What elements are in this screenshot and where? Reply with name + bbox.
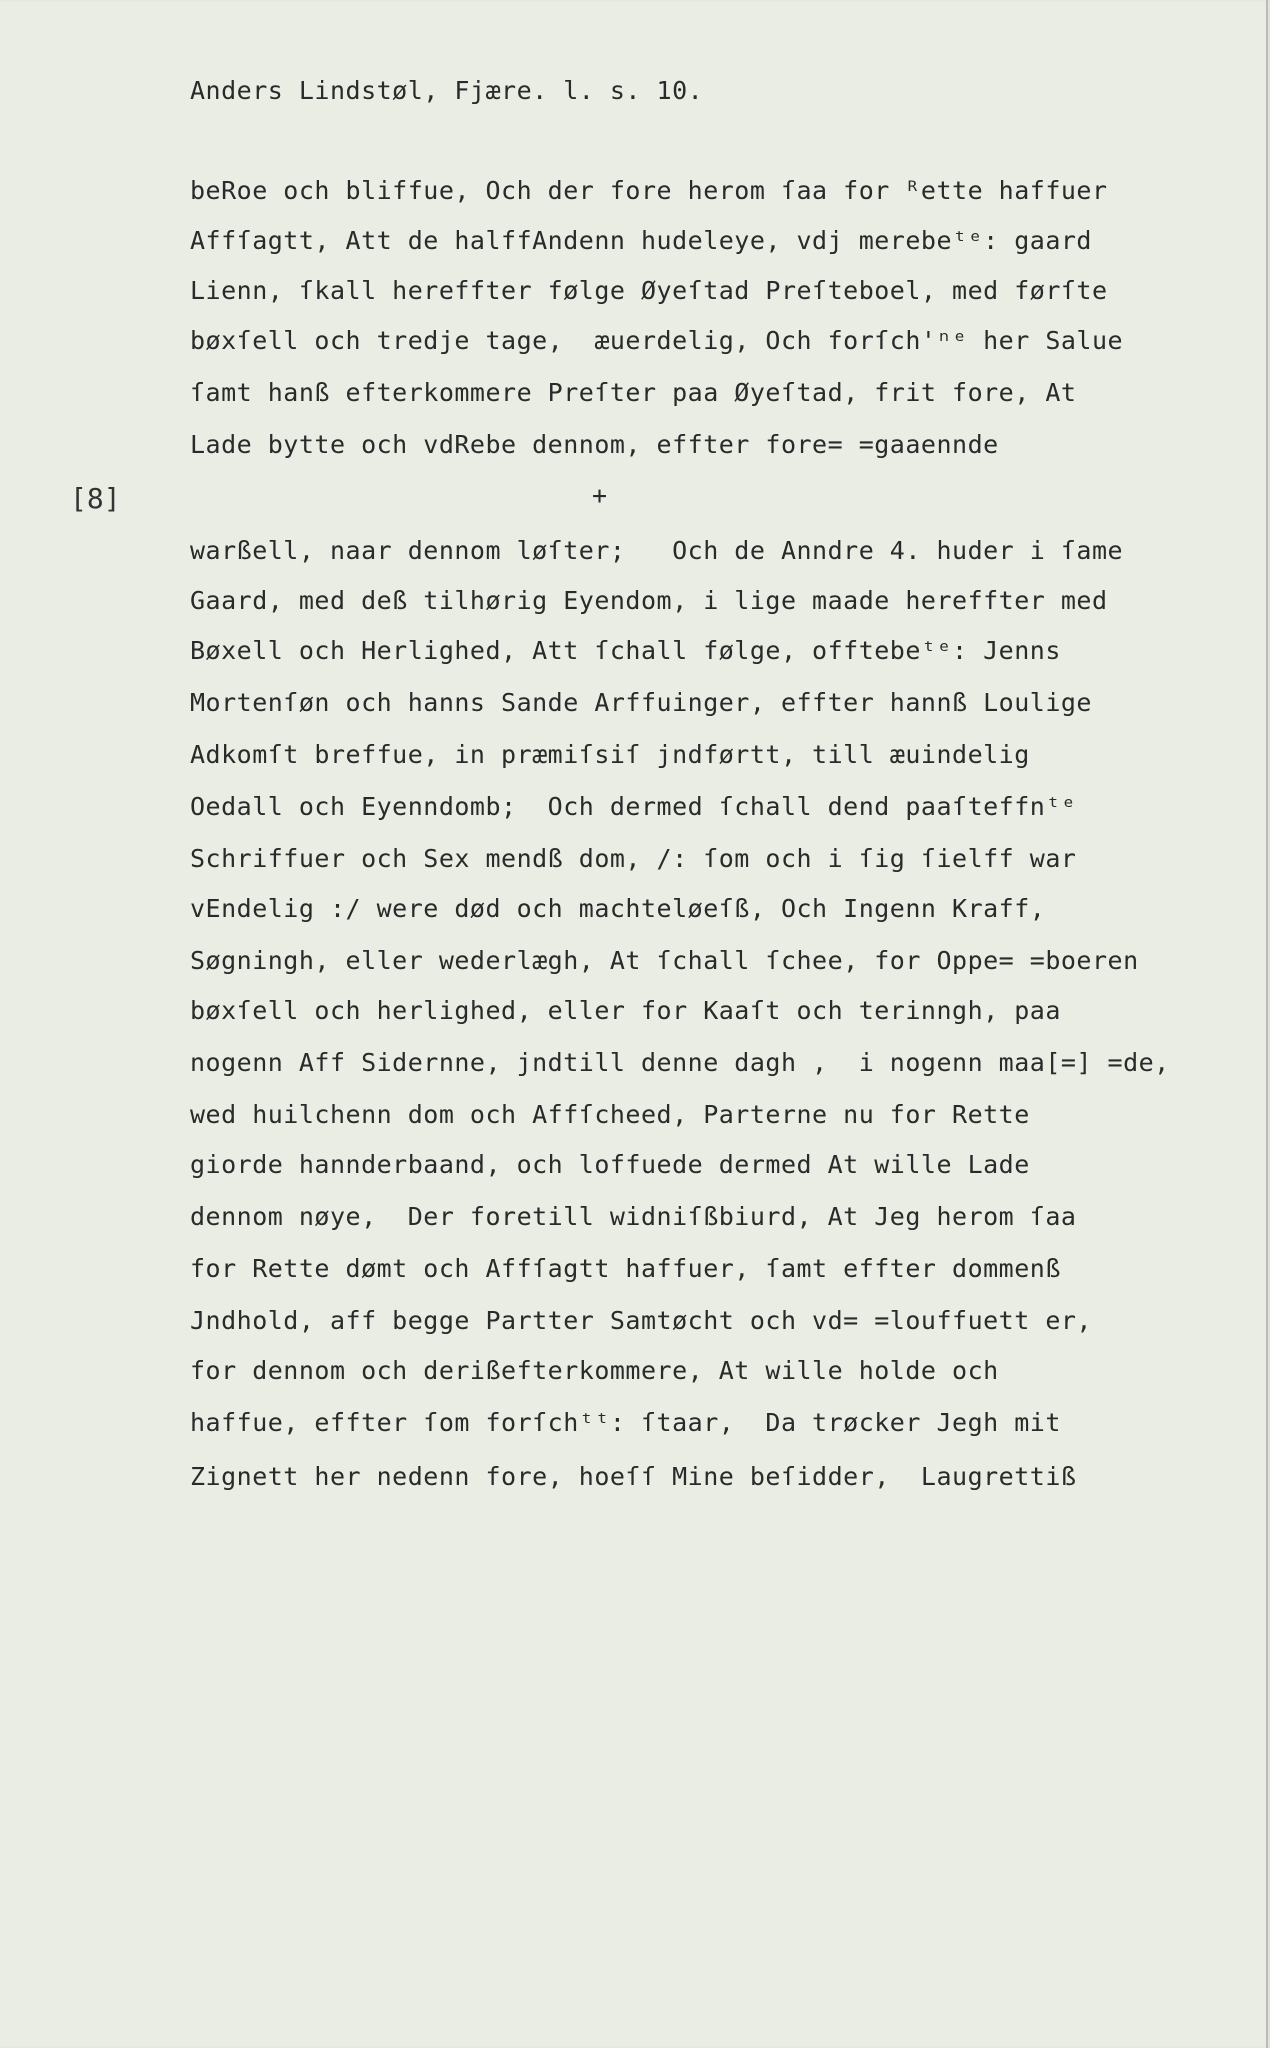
text-line: Affſagtt, Att de halffAndenn hudeleye, vdj merebeᵗᵉ: gaard bbox=[190, 226, 1092, 255]
text-line: Oedall och Eyenndomb; Och dermed ſchall dend paaſteffnᵗᵉ bbox=[190, 792, 1077, 821]
text-line: giorde hannderbaand, och loffuede dermed At wille Lade bbox=[190, 1150, 1030, 1179]
text-line: wed huilchenn dom och Affſcheed, Parterne nu for Rette bbox=[190, 1100, 1030, 1129]
text-line: bøxſell och tredje tage, æuerdelig, Och forſch'ⁿᵉ her Salue bbox=[190, 326, 1124, 355]
page-edge bbox=[1266, 0, 1268, 2048]
text-line: Lienn, ſkall hereffter følge Øyeſtad Preſteboel, med førſte bbox=[190, 276, 1108, 305]
text-line: Zignett her nedenn fore, hoeſſ Mine beſidder, Laugrettiß bbox=[190, 1462, 1077, 1491]
text-line: beRoe och bliffue, Och der fore herom ſaa for ᴿette haffuer bbox=[190, 176, 1108, 205]
page-number-marker: [8] bbox=[70, 482, 121, 515]
text-line: Jndhold, aff begge Partter Samtøcht och vd= =louffuett er, bbox=[190, 1306, 1092, 1335]
text-line: Søgningh, eller wederlægh, At ſchall ſchee, for Oppe= =boeren bbox=[190, 946, 1139, 975]
text-line: bøxſell och herlighed, eller for Kaaſt och terinngh, paa bbox=[190, 996, 1061, 1025]
text-line: Lade bytte och vdRebe dennom, effter fore= =gaaennde bbox=[190, 430, 999, 459]
text-line: vEndelig :/ were død och machteløeſß, Och Ingenn Kraff, bbox=[190, 894, 1046, 923]
insertion-mark: + bbox=[592, 481, 608, 510]
text-line: for Rette dømt och Affſagtt haffuer, ſamt effter dommenß bbox=[190, 1254, 1061, 1283]
text-line: Schriffuer och Sex mendß dom, /: ſom och i ſig ſielff war bbox=[190, 844, 1077, 873]
document-heading: Anders Lindstøl, Fjære. l. s. 10. bbox=[190, 76, 704, 105]
text-line: for dennom och derißefterkommere, At wille holde och bbox=[190, 1356, 999, 1385]
text-line: Gaard, med deß tilhørig Eyendom, i lige maade hereffter med bbox=[190, 586, 1108, 615]
text-line: Adkomſt breffue, in præmiſsiſ jndførtt, till æuindelig bbox=[190, 740, 1030, 769]
text-line: haffue, effter ſom forſchᵗᵗ: ſtaar, Da trøcker Jegh mit bbox=[190, 1408, 1061, 1437]
text-line: warßell, naar dennom løſter; Och de Anndre 4. huder i ſame bbox=[190, 536, 1124, 565]
text-line: Bøxell och Herlighed, Att ſchall følge, offtebeᵗᵉ: Jenns bbox=[190, 636, 1061, 665]
text-line: nogenn Aff Sidernne, jndtill denne dagh , i nogenn maa[=] =de, bbox=[190, 1048, 1170, 1077]
text-line: Mortenſøn och hanns Sande Arffuinger, effter hannß Loulige bbox=[190, 688, 1092, 717]
text-line: ſamt hanß efterkommere Preſter paa Øyeſtad, frit fore, At bbox=[190, 378, 1077, 407]
text-line: dennom nøye, Der foretill widniſßbiurd, At Jeg herom ſaa bbox=[190, 1202, 1077, 1231]
